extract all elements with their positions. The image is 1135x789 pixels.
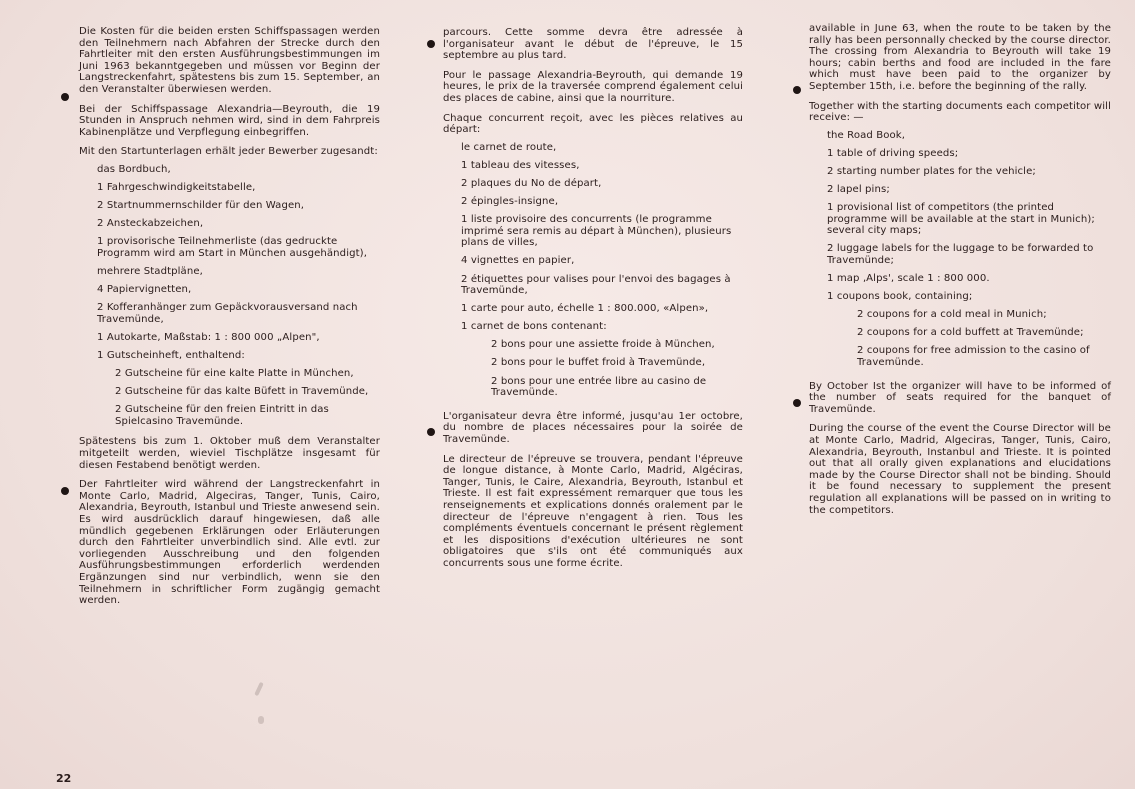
list-item: 2 lapel pins; bbox=[827, 184, 890, 196]
sub-list-item: 2 Gutscheine für eine kalte Platte in München, bbox=[115, 368, 354, 380]
margin-bullet-icon bbox=[793, 399, 801, 407]
paragraph: L'organisateur devra être informé, jusqu'au 1er octobre, du nombre de places nécessaires pour la soirée de Travemünde. bbox=[443, 410, 743, 445]
list-item: 2 épingles-insigne, bbox=[461, 196, 559, 208]
list-item: 2 luggage labels for the luggage to be forwarded to Travemünde; bbox=[827, 243, 1094, 266]
paragraph: Spätestens bis zum 1. Oktober muß dem Veranstalter mitgeteilt werden, wieviel Tischplätze insgesamt für diesen Festabend benötigt werden. bbox=[79, 436, 380, 471]
list-item: 1 tableau des vitesses, bbox=[461, 159, 580, 171]
paragraph: By October Ist the organizer will have to be informed of the number of seats required for the banquet of Travemünde. bbox=[809, 380, 1111, 415]
list-item: 1 carnet de bons contenant: bbox=[461, 321, 607, 333]
list-item: 2 Kofferanhänger zum Gepäckvorausversand nach Travemünde, bbox=[97, 302, 358, 325]
list-item: das Bordbuch, bbox=[97, 163, 171, 175]
list-item: 4 vignettes en papier, bbox=[461, 255, 575, 267]
list-item: 1 provisional list of competitors (the printed programme will be available at the start in Munich); several city maps; bbox=[827, 202, 1095, 237]
list-item: 2 étiquettes pour valises pour l'envoi des bagages à Travemünde, bbox=[461, 273, 731, 297]
paper-mark bbox=[258, 716, 264, 724]
column-german bbox=[79, 26, 380, 615]
paragraph: Chaque concurrent reçoit, avec les pièces relatives au départ: bbox=[443, 112, 743, 136]
sub-list-item: 2 coupons for a cold buffett at Travemünde; bbox=[857, 327, 1084, 339]
list-item: 1 liste provisoire des concurrents (le programme imprimé sera remis au départ à München), plusieurs plans de villes, bbox=[461, 214, 732, 249]
paragraph: parcours. Cette somme devra être adressée à l'organisateur avant le début de l'épreuve, le 15 septembre au plus tard. bbox=[443, 27, 743, 62]
list-item: mehrere Stadtpläne, bbox=[97, 266, 203, 277]
page-number: 22 bbox=[56, 772, 72, 785]
margin-bullet-icon bbox=[61, 93, 69, 101]
margin-bullet-icon bbox=[61, 487, 69, 495]
list-item: 4 Papiervignetten, bbox=[97, 284, 192, 296]
paragraph: Bei der Schiffspassage Alexandria—Beyrouth, die 19 Stunden in Anspruch nehmen wird, sind in dem Fahrpreis Kabinenplätze und Verpflegung einbegriffen. bbox=[79, 103, 380, 138]
list-item: 2 Ansteckabzeichen, bbox=[97, 218, 204, 230]
margin-bullet-icon bbox=[427, 428, 435, 436]
list-item: 1 table of driving speeds; bbox=[827, 147, 959, 159]
list-item: 1 Fahrgeschwindigkeitstabelle, bbox=[97, 182, 256, 194]
margin-bullet-icon bbox=[793, 86, 801, 94]
list-item: le carnet de route, bbox=[461, 141, 557, 153]
list-item: 1 provisorische Teilnehmerliste (das gedruckte Programm wird am Start in München ausgehändigt), bbox=[97, 236, 368, 259]
sub-list-item: 2 coupons for a cold meal in Munich; bbox=[857, 309, 1047, 321]
list-item: 1 coupons book, containing; bbox=[827, 291, 973, 303]
list-item: 1 Autokarte, Maßstab: 1 : 800 000 „Alpen", bbox=[97, 331, 320, 343]
column-english bbox=[809, 23, 1111, 524]
paper-mark bbox=[254, 682, 264, 696]
list-item: the Road Book, bbox=[827, 129, 906, 141]
paragraph: During the course of the event the Course Director will be at Monte Carlo, Madrid, Algeciras, Tanger, Tunis, Cairo, Alexandria, Beyrouth, Instanbul and Trieste. It is pointed out that all orally given explanations and elucidations made by the Course Director shall not be binding. Should it be found necessary to supplement the present regulation all explanations will be passed on in writing to the competitors. bbox=[809, 423, 1111, 516]
margin-bullet-icon bbox=[427, 40, 435, 48]
sub-list-item: 2 Gutscheine für das kalte Büfett in Travemünde, bbox=[115, 386, 369, 398]
list-item: 2 plaques du No de départ, bbox=[461, 177, 602, 189]
sub-list-item: 2 Gutscheine für den freien Eintritt in das Spielcasino Travemünde. bbox=[115, 404, 329, 427]
sub-list-item: 2 bons pour une entrée libre au casino de Travemünde. bbox=[491, 375, 707, 399]
paragraph: Le directeur de l'épreuve se trouvera, pendant l'épreuve de longue distance, à Monte Carlo, Madrid, Algéciras, Tanger, Tunis, le Caire, Alexandria, Beyrouth, Istanbul et Trieste. Il est fait expressément remarquer que tous les renseignements et explications donnés oralement par le directeur de l'épreuve n'engagent à rien. Tous les compléments éventuels concernant le présent règlement et les dispositions d'exécution ultérieures ne sont obligatoires que s'ils ont été communiqués aux concurrents sous une forme écrite. bbox=[443, 453, 743, 569]
sub-list-item: 2 bons pour une assiette froide à München, bbox=[491, 339, 715, 351]
column-french bbox=[443, 27, 743, 577]
list-item: 1 map ‚Alps', scale 1 : 800 000. bbox=[827, 273, 990, 285]
sub-list-item: 2 bons pour le buffet froid à Travemünde, bbox=[491, 357, 706, 369]
paragraph: Pour le passage Alexandria-Beyrouth, qui demande 19 heures, le prix de la traversée comprend également celui des places de cabine, ainsi que la nourriture. bbox=[443, 69, 743, 104]
paragraph: Der Fahrtleiter wird während der Langstreckenfahrt in Monte Carlo, Madrid, Algeciras, Tanger, Tunis, Cairo, Alexandria, Beyrouth, Istanbul und Trieste anwesend sein. Es wird ausdrücklich darauf hingewiesen, daß alle mündlich gegebenen Erklärungen oder Erläuterungen durch den Fahrtleiter unverbindlich sind. Alle evtl. zur vorliegenden Ausschreibung und den folgenden Ausführungsbestimmungen erforderlich werdenden Ergänzungen sind nur verbindlich, wenn sie den Teilnehmern in schriftlicher Form zugängig gemacht werden. bbox=[79, 479, 380, 607]
paragraph: Mit den Startunterlagen erhält jeder Bewerber zugesandt: bbox=[79, 146, 378, 158]
list-item: 1 carte pour auto, échelle 1 : 800.000, «Alpen», bbox=[461, 303, 709, 315]
paragraph: Together with the starting documents each competitor will receive: — bbox=[809, 100, 1111, 124]
list-item: 1 Gutscheinheft, enthaltend: bbox=[97, 349, 245, 361]
paragraph: Die Kosten für die beiden ersten Schiffspassagen werden den Teilnehmern nach Abfahren der Strecke durch den Fahrtleiter mit den ersten Ausführungsbestimmungen im Juni 1963 bekanntgegeben und müssen vor Beginn der Langstreckenfahrt, spätestens bis zum 15. September, an den Veranstalter überwiesen werden. bbox=[79, 26, 380, 95]
list-item: 2 starting number plates for the vehicle; bbox=[827, 165, 1036, 177]
paragraph: available in June 63, when the route to be taken by the rally has been personnally checked by the course director. The crossing from Alexandria to Beyrouth will take 19 hours; cabin berths and food are included in the fare which must have been paid to the organizer by September 15th, i.e. before the beginning of the rally. bbox=[809, 23, 1111, 92]
list-item: 2 Startnummernschilder für den Wagen, bbox=[97, 200, 305, 212]
sub-list-item: 2 coupons for free admission to the casino of Travemünde. bbox=[857, 345, 1090, 369]
